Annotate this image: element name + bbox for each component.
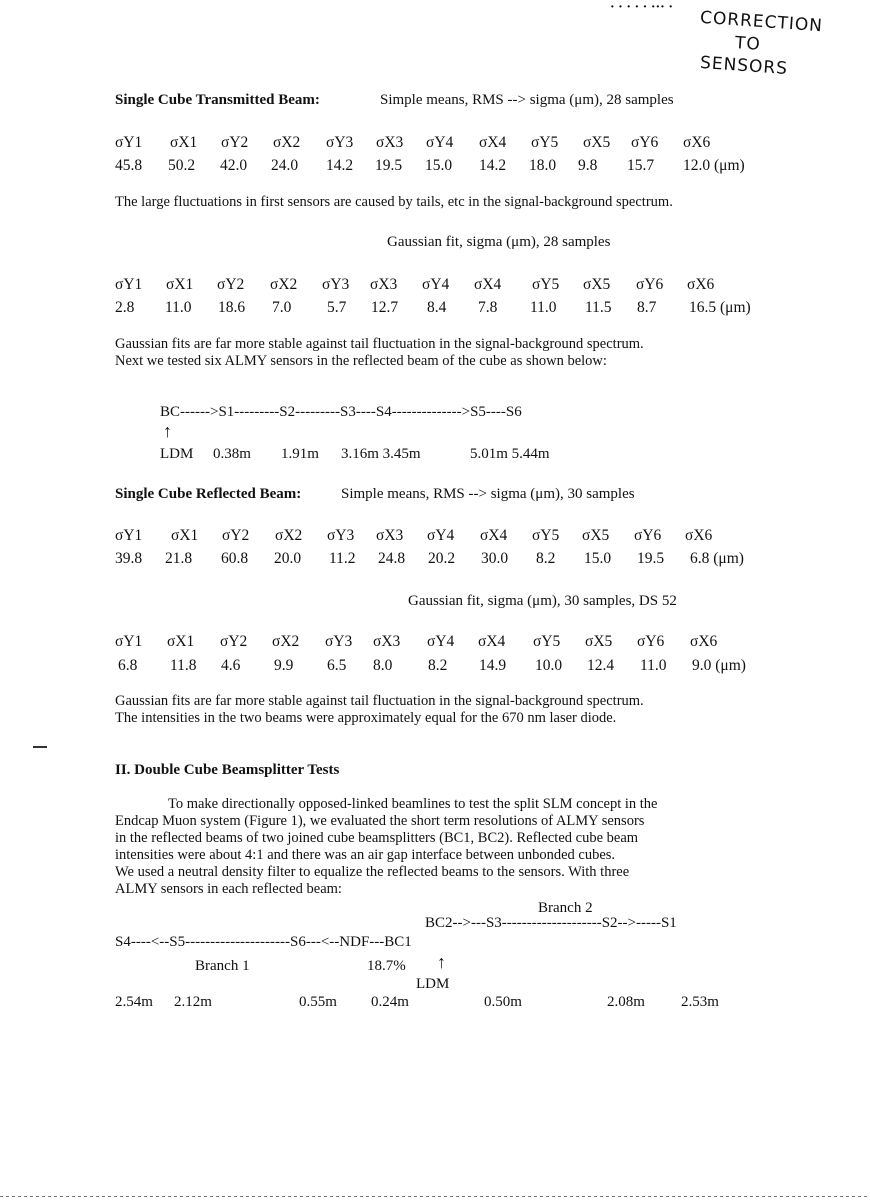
table-header-cell: σY4 [426,134,454,151]
table-value-cell: 45.8 [115,157,143,174]
beamline-branch1: S4----<--S5---------------------S6---<--NDF---BC1 [115,934,412,950]
note-intensities: The intensities in the two beams were approximately equal for the 670 nm laser diode. [115,710,617,726]
up-arrow-icon: ↑ [437,952,446,972]
section-subtitle-gaussian-30: Gaussian fit, sigma (μm), 30 samples, DS 52 [408,593,677,609]
ldm-label: LDM [160,446,194,462]
handwritten-note-line2: TO [734,33,762,55]
table-header-cell: σX4 [479,134,507,151]
table-value-cell: 11.5 [585,299,612,316]
table-header-cell: σY6 [634,527,662,544]
distance-label: 0.24m [371,994,409,1010]
table-value-cell: 19.5 [637,550,665,567]
distance-label: 1.91m [281,446,319,462]
distance-label: 2.54m [115,994,153,1010]
paragraph-line: We used a neutral density filter to equalize the reflected beams to the sensors. With three [115,864,630,880]
table-value-cell: 60.8 [221,550,249,567]
table-header-cell: σX3 [370,276,398,293]
table-header-cell: σX4 [474,276,502,293]
table-value-cell: 12.0 (μm) [683,157,745,174]
handwritten-top-marks: · · · · · ··· · [610,0,674,15]
paragraph-line: Endcap Muon system (Figure 1), we evaluated the short term resolutions of ALMY sensors [115,813,645,829]
table-value-cell: 9.9 [274,657,294,674]
handwritten-note-line3: SENSORS [699,52,789,80]
table-value-cell: 4.6 [221,657,241,674]
table-value-cell: 12.4 [587,657,615,674]
paragraph-line: ALMY sensors in each reflected beam: [115,881,342,897]
distance-label: 0.55m [299,994,337,1010]
table-header-cell: σX3 [376,527,404,544]
table-header-cell: σX5 [583,276,611,293]
table-header-cell: σX5 [585,633,613,650]
beamline-diagram-single-cube: BC------>S1---------S2---------S3----S4-------------->S5----S6 [160,404,522,420]
table-value-cell: 39.8 [115,550,143,567]
table-header-cell: σX1 [171,527,199,544]
table-value-cell: 7.8 [478,299,498,316]
table-value-cell: 18.0 [529,157,557,174]
branch1-label: Branch 1 [195,958,250,974]
paragraph-line: in the reflected beams of two joined cube beamsplitters (BC1, BC2). Reflected cube beam [115,830,639,846]
table-header-cell: σY6 [637,633,665,650]
table-header-cell: σY5 [533,633,561,650]
note-gaussian-stable: Gaussian fits are far more stable against tail fluctuation in the signal-background spectrum. [115,336,644,352]
table-value-cell: 6.5 [327,657,347,674]
table-value-cell: 20.2 [428,550,456,567]
table-value-cell: 30.0 [481,550,509,567]
table-value-cell: 24.0 [271,157,299,174]
table-value-cell: 11.0 [165,299,192,316]
table-header-cell: σX3 [373,633,401,650]
table-value-cell: 16.5 (μm) [689,299,751,316]
section-subtitle-reflected: Simple means, RMS --> sigma (μm), 30 samples [341,486,635,502]
table-header-cell: σX6 [685,527,713,544]
table-header-cell: σY4 [422,276,450,293]
table-header-cell: σY4 [427,527,455,544]
table-header-cell: σY1 [115,633,143,650]
table-header-cell: σY5 [532,276,560,293]
table-value-cell: 14.2 [479,157,507,174]
table-value-cell: 18.6 [218,299,246,316]
table-header-cell: σY3 [322,276,350,293]
section-title-reflected: Single Cube Reflected Beam: [115,486,302,502]
table-header-cell: σY6 [631,134,659,151]
distance-label: 2.08m [607,994,645,1010]
table-value-cell: 15.7 [627,157,655,174]
distance-label: 2.12m [174,994,212,1010]
table-value-cell: 8.2 [428,657,448,674]
table-value-cell: 2.8 [115,299,135,316]
table-header-cell: σX4 [478,633,506,650]
table-header-cell: σX1 [167,633,195,650]
section-subtitle-transmitted: Simple means, RMS --> sigma (μm), 28 samples [380,92,674,108]
table-header-cell: σY2 [217,276,245,293]
table-value-cell: 11.0 [640,657,667,674]
margin-mark [33,746,47,748]
table-value-cell: 19.5 [375,157,403,174]
distance-label: 0.50m [484,994,522,1010]
table-header-cell: σX6 [690,633,718,650]
table-value-cell: 8.2 [536,550,556,567]
table-value-cell: 10.0 [535,657,563,674]
table-value-cell: 20.0 [274,550,302,567]
table-header-row [0,633,870,655]
table-value-cell: 6.8 [118,657,138,674]
table-value-cell: 8.0 [373,657,393,674]
note-gaussian-stable-2: Gaussian fits are far more stable against tail fluctuation in the signal-background spectrum. [115,693,644,709]
table-header-cell: σY1 [115,134,143,151]
table-value-row [0,157,870,179]
ndf-percent-label: 18.7% [367,958,406,974]
table-header-cell: σX3 [376,134,404,151]
table-value-row [0,550,870,572]
table-value-cell: 11.8 [170,657,197,674]
ldm-label: LDM [416,976,450,992]
table-value-cell: 5.7 [327,299,347,316]
table-value-cell: 24.8 [378,550,406,567]
table-header-cell: σY5 [531,134,559,151]
table-header-cell: σX1 [166,276,194,293]
branch2-label: Branch 2 [538,900,593,916]
table-header-cell: σY2 [221,134,249,151]
handwritten-note-line1: CORRECTION [699,7,824,37]
table-value-cell: 8.4 [427,299,447,316]
table-value-cell: 11.2 [329,550,356,567]
note-fluctuations: The large fluctuations in first sensors are caused by tails, etc in the signal-background spectrum. [115,194,673,210]
table-value-cell: 15.0 [425,157,453,174]
table-header-cell: σX2 [275,527,303,544]
table-value-cell: 9.8 [578,157,598,174]
table-value-row [0,299,870,321]
table-header-cell: σY3 [326,134,354,151]
table-header-cell: σX5 [583,134,611,151]
table-value-row [0,657,870,679]
distance-label: 0.38m [213,446,251,462]
beamline-branch2: BC2-->---S3--------------------S2-->-----S1 [425,915,677,931]
table-header-row [0,276,870,298]
table-value-cell: 14.9 [479,657,507,674]
table-header-cell: σY1 [115,276,143,293]
table-header-cell: σX6 [687,276,715,293]
paragraph-line: To make directionally opposed-linked beamlines to test the split SLM concept in the [168,796,658,812]
distance-label: 2.53m [681,994,719,1010]
table-header-cell: σX2 [272,633,300,650]
table-value-cell: 6.8 (μm) [690,550,744,567]
table-header-cell: σY3 [325,633,353,650]
table-header-cell: σY3 [327,527,355,544]
table-value-cell: 12.7 [371,299,399,316]
table-value-cell: 7.0 [272,299,292,316]
table-header-cell: σX4 [480,527,508,544]
table-header-cell: σX2 [270,276,298,293]
table-header-row [0,527,870,549]
section-heading-double-cube: II. Double Cube Beamsplitter Tests [115,762,340,778]
table-value-cell: 15.0 [584,550,612,567]
table-value-cell: 42.0 [220,157,248,174]
table-header-cell: σY2 [220,633,248,650]
table-header-cell: σY5 [532,527,560,544]
section-subtitle-gaussian-28: Gaussian fit, sigma (μm), 28 samples [387,234,611,250]
scan-edge-line [0,1196,870,1197]
table-header-cell: σX5 [582,527,610,544]
table-value-cell: 11.0 [530,299,557,316]
table-header-cell: σY2 [222,527,250,544]
table-header-row [0,134,870,156]
table-value-cell: 21.8 [165,550,193,567]
paragraph-line: intensities were about 4:1 and there was an air gap interface between unbonded cubes. [115,847,616,863]
distance-label: 5.01m 5.44m [470,446,550,462]
table-value-cell: 8.7 [637,299,657,316]
distance-label: 3.16m 3.45m [341,446,421,462]
table-value-cell: 14.2 [326,157,354,174]
table-header-cell: σY4 [427,633,455,650]
table-header-cell: σY6 [636,276,664,293]
table-header-cell: σX6 [683,134,711,151]
table-header-cell: σX2 [273,134,301,151]
note-next-tested: Next we tested six ALMY sensors in the reflected beam of the cube as shown below: [115,353,607,369]
table-header-cell: σX1 [170,134,198,151]
table-value-cell: 50.2 [168,157,196,174]
table-header-cell: σY1 [115,527,143,544]
up-arrow-icon: ↑ [163,421,172,441]
table-value-cell: 9.0 (μm) [692,657,746,674]
section-title-transmitted: Single Cube Transmitted Beam: [115,92,320,108]
